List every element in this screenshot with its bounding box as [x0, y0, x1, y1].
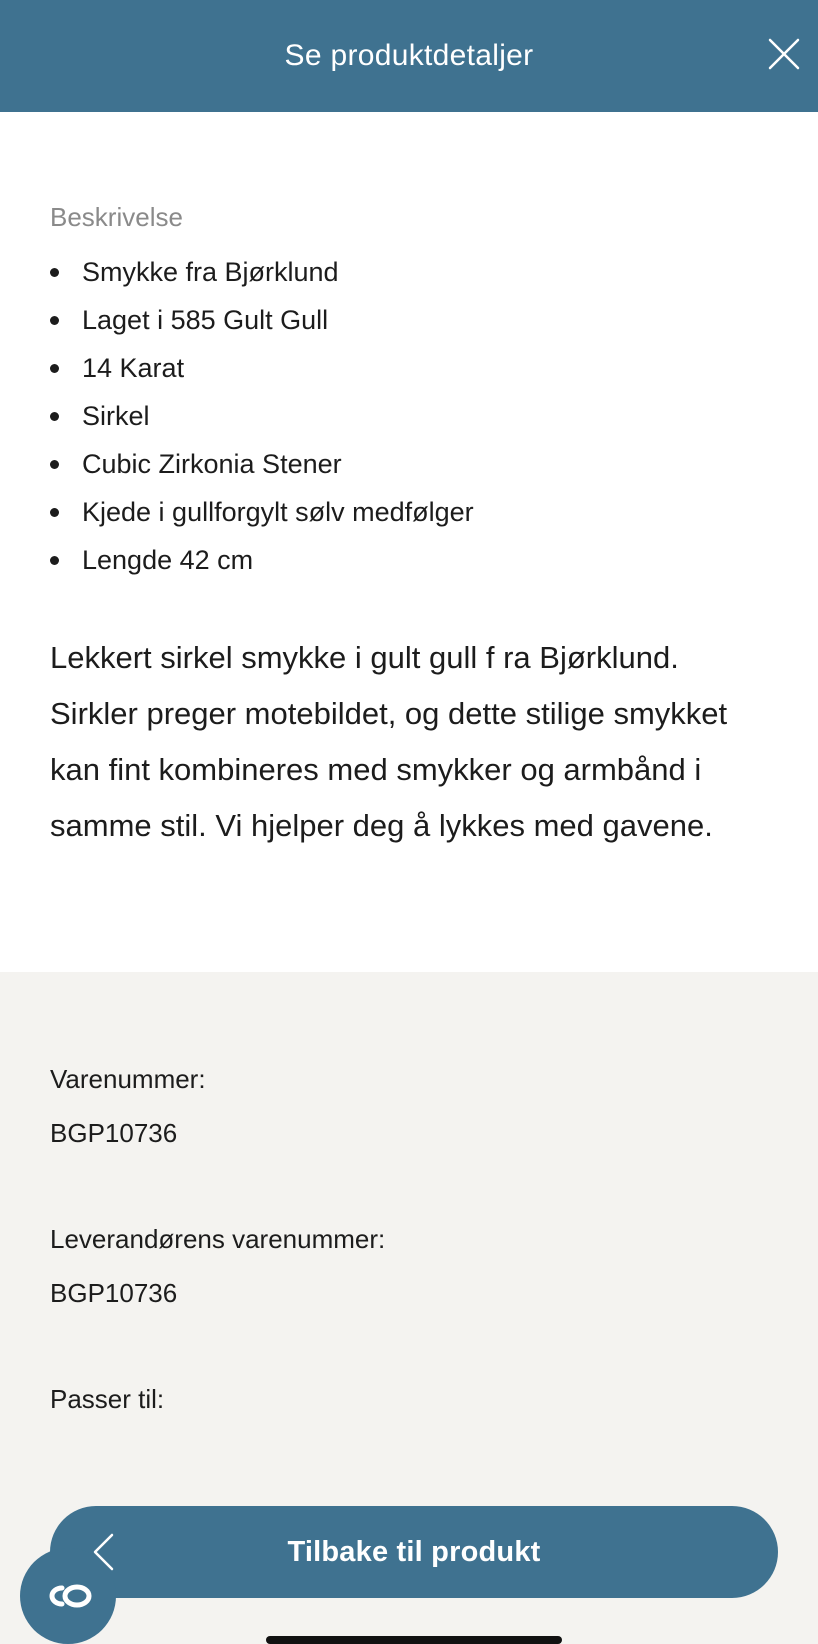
bullet-icon — [50, 316, 59, 325]
bullet-icon — [50, 508, 59, 517]
page-title: Se produktdetaljer — [284, 39, 534, 72]
list-item-text: Sirkel — [82, 401, 150, 431]
description-bullet-list — [50, 248, 474, 584]
glasses-icon — [40, 1581, 96, 1611]
list-item — [50, 392, 474, 440]
list-item-text: Laget i 585 Gult Gull — [82, 305, 329, 335]
description-heading: Beskrivelse — [50, 202, 183, 232]
bullet-icon — [50, 460, 59, 469]
bullet-icon — [50, 364, 59, 373]
list-item-text: 14 Karat — [82, 353, 185, 383]
bullet-icon — [50, 412, 59, 421]
back-to-product-button[interactable] — [50, 1506, 778, 1598]
close-icon — [766, 36, 802, 72]
list-item — [50, 248, 474, 296]
item-number-value: BGP10736 — [50, 1118, 178, 1148]
list-item — [50, 440, 474, 488]
supplier-number-label: Leverandørens varenummer: — [50, 1224, 386, 1254]
list-item-text: Cubic Zirkonia Stener — [82, 449, 342, 479]
chat-bubble-button[interactable] — [20, 1548, 116, 1644]
list-item — [50, 488, 474, 536]
list-item — [50, 536, 474, 584]
description-paragraph: Lekkert sirkel smykke i gult gull f ra Bjørklund. Sirkler preger motebildet, og dette stilige smykket kan fint kombineres med smykker og armbånd i samme stil. Vi hjelper deg å lykkes med gavene. — [50, 640, 728, 843]
supplier-number-value: BGP10736 — [50, 1278, 178, 1308]
back-button-label: Tilbake til produkt — [287, 1535, 541, 1568]
close-button[interactable] — [766, 36, 802, 72]
description-section — [0, 112, 818, 972]
bullet-icon — [50, 556, 59, 565]
item-number-label: Varenummer: — [50, 1064, 206, 1094]
list-item-text: Kjede i gullforgylt sølv medfølger — [82, 497, 474, 527]
bullet-icon — [50, 268, 59, 277]
list-item — [50, 344, 474, 392]
list-item — [50, 296, 474, 344]
header-bar — [0, 0, 818, 112]
fits-label: Passer til: — [50, 1384, 165, 1414]
list-item-text: Smykke fra Bjørklund — [82, 257, 339, 287]
list-item-text: Lengde 42 cm — [82, 545, 254, 575]
home-indicator — [266, 1636, 562, 1644]
